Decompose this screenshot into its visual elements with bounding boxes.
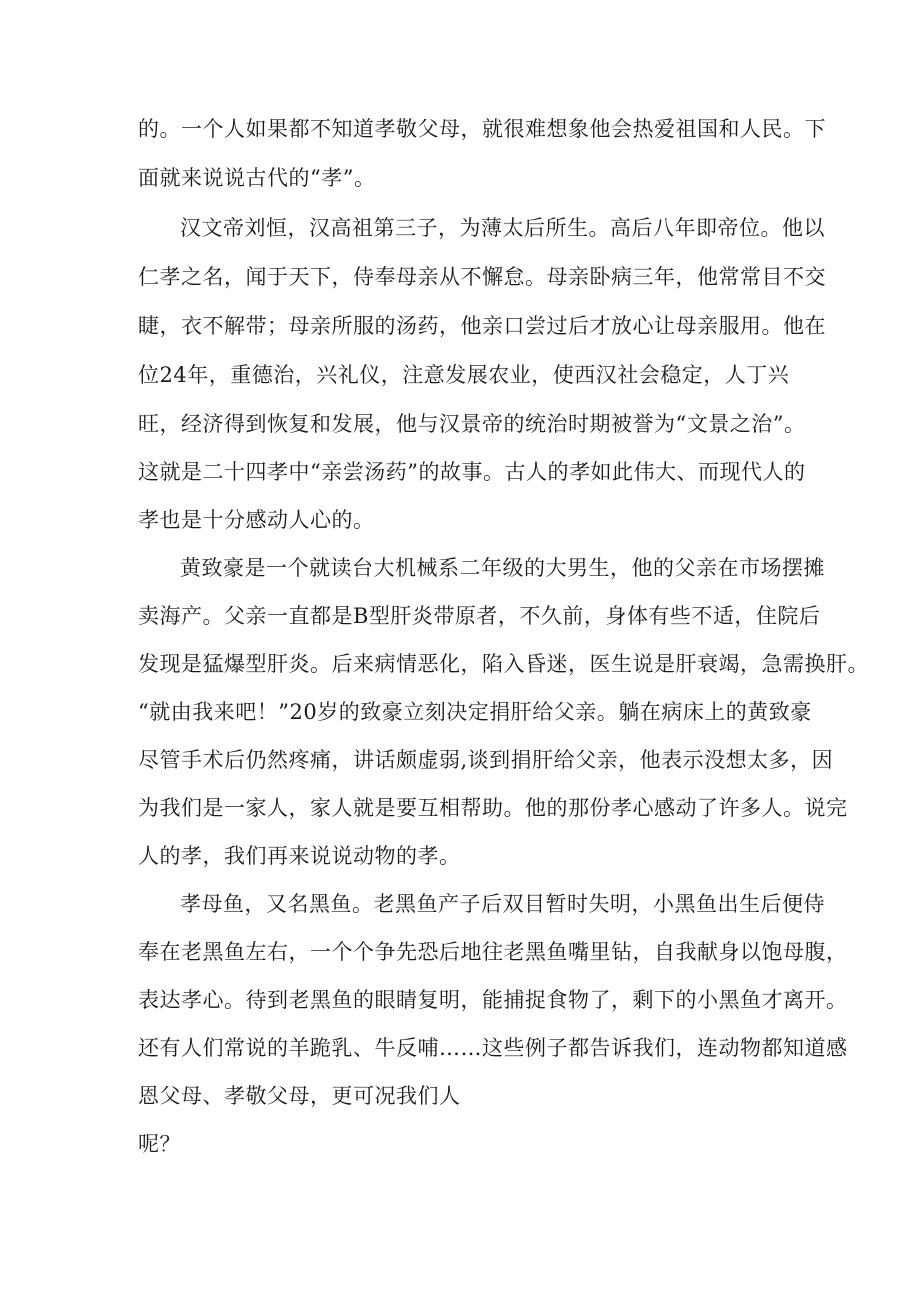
text-line-19: 表达孝心。待到老黑鱼的眼睛复明，能捕捉食物了，剩下的小黑鱼才离开。	[138, 988, 848, 1012]
text-line-2: 面就来说说古代的“孝”。	[138, 166, 376, 190]
text-line-8: 这就是二十四孝中“亲尝汤药”的故事。古人的孝如此伟大、而现代人的	[138, 460, 806, 484]
paragraph-3-first-line: 孝母鱼，又名黑鱼。老黑鱼产子后双目暂时失明，小黑鱼出生后便侍	[180, 892, 825, 916]
text-line-11: 卖海产。父亲一直都是B型肝炎带原者，不久前，身体有些不适，住院后	[138, 604, 821, 628]
text-line-4: 仁孝之名，闻于天下，侍奉母亲从不懈怠。母亲卧病三年，他常常目不交	[138, 265, 826, 289]
text-line-9: 孝也是十分感动人心的。	[138, 508, 375, 532]
text-line-20: 还有人们常说的羊跪乳、牛反哺……这些例子都告诉我们，连动物都知道感	[138, 1036, 848, 1060]
paragraph-1-first-line: 汉文帝刘恒，汉高祖第三子，为薄太后所生。高后八年即帝位。他以	[180, 216, 825, 240]
text-line-7: 旺，经济得到恢复和发展，他与汉景帝的统治时期被誉为“文景之治”。	[138, 412, 806, 436]
text-line-15: 为我们是一家人，家人就是要互相帮助。他的那份孝心感动了许多人。说完	[138, 796, 848, 820]
text-line-13: “就由我来吧！”20岁的致豪立刻决定捐肝给父亲。躺在病床上的黄致豪	[138, 700, 812, 724]
text-line-16: 人的孝，我们再来说说动物的孝。	[138, 844, 461, 868]
text-line-18: 奉在老黑鱼左右，一个个争先恐后地往老黑鱼嘴里钻，自我献身以饱母腹，	[138, 940, 848, 964]
text-line-21: 恩父母、孝敬父母，更可况我们人	[138, 1084, 461, 1108]
text-line-6: 位24年，重德治，兴礼仪，注意发展农业，使西汉社会稳定，人丁兴	[138, 363, 790, 387]
paragraph-2-first-line: 黄致豪是一个就读台大机械系二年级的大男生，他的父亲在市场摆摊	[180, 556, 825, 580]
text-line-1: 的。一个人如果都不知道孝敬父母，就很难想象他会热爱祖国和人民。下	[138, 117, 826, 141]
text-line-22: 呢？	[138, 1132, 181, 1156]
text-line-5: 睫，衣不解带；母亲所服的汤药，他亲口尝过后才放心让母亲服用。他在	[138, 314, 826, 338]
text-line-12: 发现是猛爆型肝炎。后来病情恶化，陷入昏迷，医生说是肝衰竭，急需换肝。	[138, 652, 869, 676]
text-line-14: 尽管手术后仍然疼痛，讲话颇虚弱,谈到捐肝给父亲，他表示没想太多，因	[138, 748, 834, 772]
